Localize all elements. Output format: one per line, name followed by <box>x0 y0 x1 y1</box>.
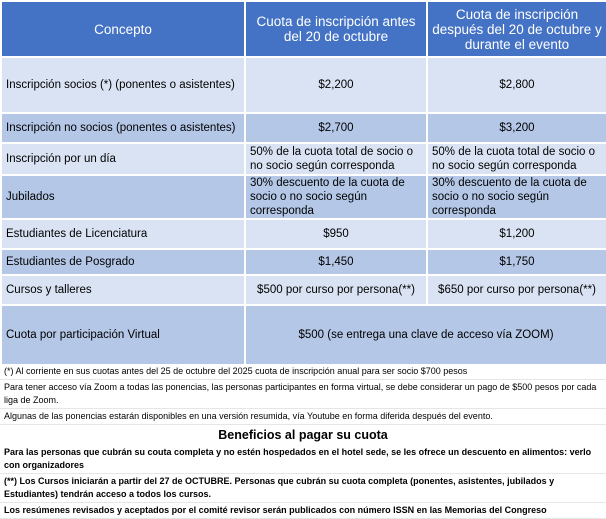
table-row <box>1 143 606 175</box>
row-after: 50% de la cuota total de socio o no socio según corresponda <box>427 143 606 175</box>
row-concept: Cursos y talleres <box>1 275 245 305</box>
table-row <box>1 249 606 275</box>
row-virtual-fee: $500 (se entrega una clave de acceso vía ZOOM) <box>245 305 606 365</box>
row-after: 30% descuento de la cuota de socio o no socio según corresponda <box>427 175 606 219</box>
table-row <box>1 57 606 113</box>
row-before: $2,200 <box>245 57 427 113</box>
row-before: 30% descuento de la cuota de socio o no socio según corresponda <box>245 175 427 219</box>
note-courses: (**) Los Cursos iniciarán a partir del 27 de OCTUBRE. Personas que cubrán su cuota completa (ponentes, asistentes, jubilados y Estudiantes) tendrán acceso a todos los cursos. <box>0 474 606 503</box>
row-concept: Inscripción por un día <box>1 143 245 175</box>
note-food-discount: Para las personas que cubrán su couta completa y no estén hospedados en el hotel sede, se les ofrece un descuento en alimentos: verlo con organizadores <box>0 445 606 474</box>
row-concept: Jubilados <box>1 175 245 219</box>
row-before: $2,700 <box>245 113 427 143</box>
header-before: Cuota de inscripción antes del 20 de octubre <box>245 1 427 57</box>
note-youtube: Algunas de las ponencias estarán disponibles en una versión resumida, vía Youtube en forma diferida después del evento. <box>0 409 606 425</box>
table-row <box>1 305 606 365</box>
row-before: 50% de la cuota total de socio o no socio según corresponda <box>245 143 427 175</box>
benefits-title: Beneficios al pagar su cuota <box>218 428 388 442</box>
row-before: $1,450 <box>245 249 427 275</box>
row-after: $650 por curso por persona(**) <box>427 275 606 305</box>
table-row <box>1 275 606 305</box>
row-concept: Inscripción socios (*) (ponentes o asistentes) <box>1 57 245 113</box>
header-after: Cuota de inscripción después del 20 de octubre y durante el evento <box>427 1 606 57</box>
row-after: $1,200 <box>427 219 606 249</box>
row-after: $3,200 <box>427 113 606 143</box>
table-row <box>1 113 606 143</box>
row-concept: Estudiantes de Licenciatura <box>1 219 245 249</box>
note-membership: (*) Al corriente en sus cuotas antes del 25 de octubre del 2025 cuota de inscripción anual para ser socio $700 pesos <box>0 364 606 380</box>
row-concept: Inscripción no socios (ponentes o asistentes) <box>1 113 245 143</box>
row-before: $950 <box>245 219 427 249</box>
table-row <box>1 175 606 219</box>
row-after: $2,800 <box>427 57 606 113</box>
row-concept: Cuota por participación Virtual <box>1 305 245 365</box>
table-row <box>1 219 606 249</box>
table-header-row <box>1 1 606 57</box>
row-before: $500 por curso por persona(**) <box>245 275 427 305</box>
notes-section <box>0 364 606 519</box>
row-after: $1,750 <box>427 249 606 275</box>
note-issn: Los resúmenes revisados y aceptados por el comité revisor serán publicados con número ISSN en las Memorias del Congreso <box>0 503 606 519</box>
header-concept: Concepto <box>1 1 245 57</box>
row-concept: Estudiantes de Posgrado <box>1 249 245 275</box>
note-zoom: Para tener acceso vía Zoom a todas las ponencias, las personas participantes en forma virtual, se debe considerar un pago de $500 pesos por cada liga de Zoom. <box>0 380 606 409</box>
